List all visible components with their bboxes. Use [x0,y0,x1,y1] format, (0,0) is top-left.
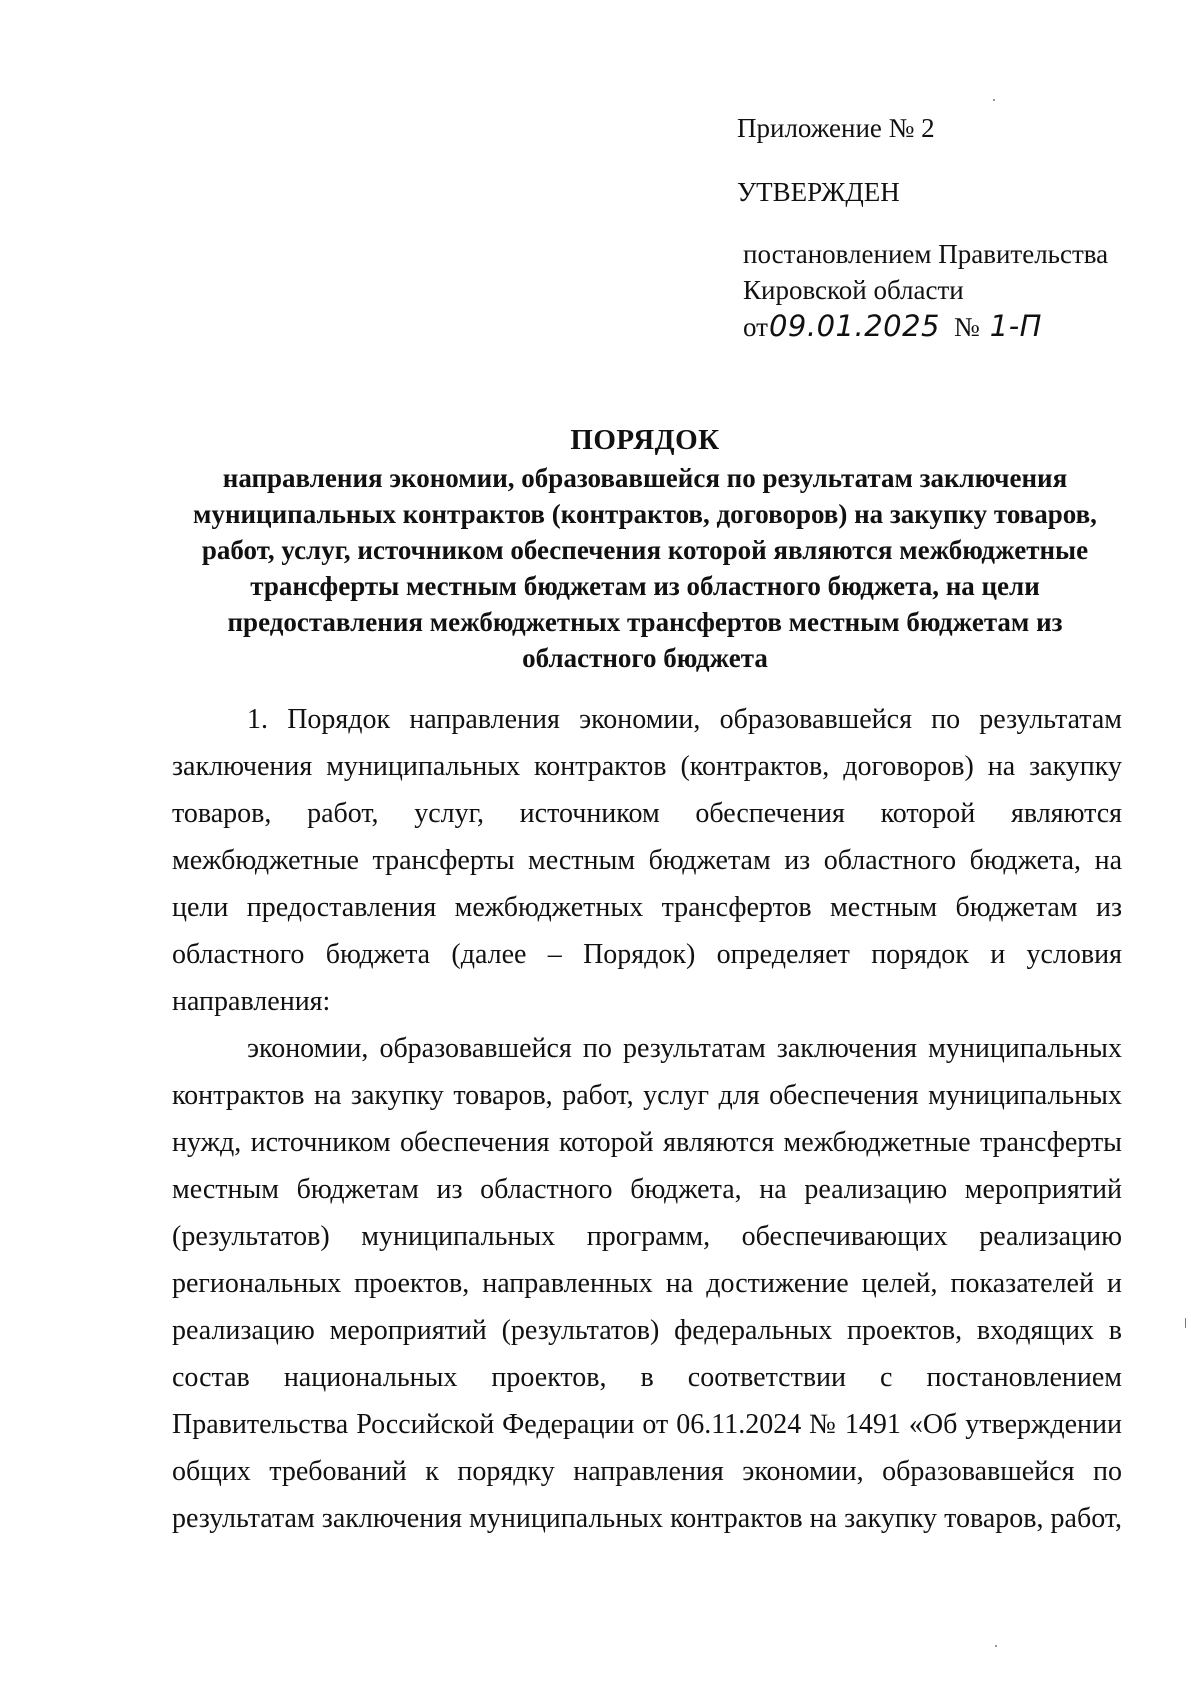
body-line: реализацию мероприятий (результатов) федеральных проектов, входящих в [172,1315,1122,1346]
body-line: Правительства Российской Федерации от 06.11.2024 № 1491 «Об утверждении [172,1409,1122,1440]
title-main: ПОРЯДОК [570,424,720,456]
scan-speck [993,99,995,101]
date-prefix: от [743,312,768,342]
decree-line-2: Кировской области [743,275,964,305]
body-line: товаров, работ, услуг, источником обеспечения которой являются [172,798,1122,829]
body-line: региональных проектов, направленных на достижение целей, показателей и [172,1268,1122,1299]
body-line: 1. Порядок направления экономии, образовавшейся по результатам [247,704,1122,735]
title-subtitle [160,460,1130,676]
title-line: направления экономии, образовавшейся по результатам заключения [222,463,1068,493]
body-line: общих требований к порядку направления экономии, образовавшейся по [172,1456,1122,1487]
decree-line-1: постановлением Правительства [743,239,1109,269]
number-prefix: № [954,312,980,342]
body-line: межбюджетные трансферты местным бюджетам из областного бюджета, на [172,845,1122,876]
body-line: местным бюджетам из областного бюджета, на реализацию мероприятий [172,1174,1122,1205]
body-line: результатам заключения муниципальных контрактов на закупку товаров, работ, [172,1503,1122,1534]
body-line: (результатов) муниципальных программ, обеспечивающих реализацию [172,1221,1122,1252]
approved-heading: УТВЕРЖДЕН [737,177,900,207]
paragraph-2 [172,1025,1122,1542]
body-line: областного бюджета (далее – Порядок) определяет порядок и условия [172,939,1122,970]
scan-speck [1185,1318,1186,1328]
body-line: экономии, образовавшейся по результатам заключения муниципальных [247,1033,1122,1064]
body-line: состав национальных проектов, в соответствии с постановлением [172,1362,1122,1393]
annex-number: Приложение № 2 [737,113,935,143]
body-line: заключения муниципальных контрактов (контрактов, договоров) на закупку [172,751,1122,782]
body-line: цели предоставления межбюджетных трансфертов местным бюджетам из [172,892,1122,923]
decree-date-number [743,308,1137,345]
title-line: муниципальных контрактов (контрактов, договоров) на закупку товаров, [193,499,1097,529]
body-line: нужд, источником обеспечения которой являются межбюджетные трансферты [172,1127,1122,1158]
paragraph-1 [172,696,1122,1025]
scan-speck [995,1645,997,1647]
body-line: контрактов на закупку товаров, работ, услуг для обеспечения муниципальных [172,1080,1122,1111]
title-line: предоставления межбюджетных трансфертов местным бюджетам из [227,607,1063,637]
body-line: направления: [172,986,331,1017]
title-line: работ, услуг, источником обеспечения которой являются межбюджетные [201,535,1089,565]
handwritten-number: 1-П [989,309,1042,343]
document-title [160,422,1130,676]
document-body [172,696,1122,1542]
decree-reference [737,236,1137,345]
title-line: трансферты местным бюджетам из областного бюджета, на цели [250,571,1040,601]
title-line: областного бюджета [522,643,768,673]
approval-stamp-block [737,110,1137,345]
handwritten-date: 09.01.2025 [768,309,940,343]
